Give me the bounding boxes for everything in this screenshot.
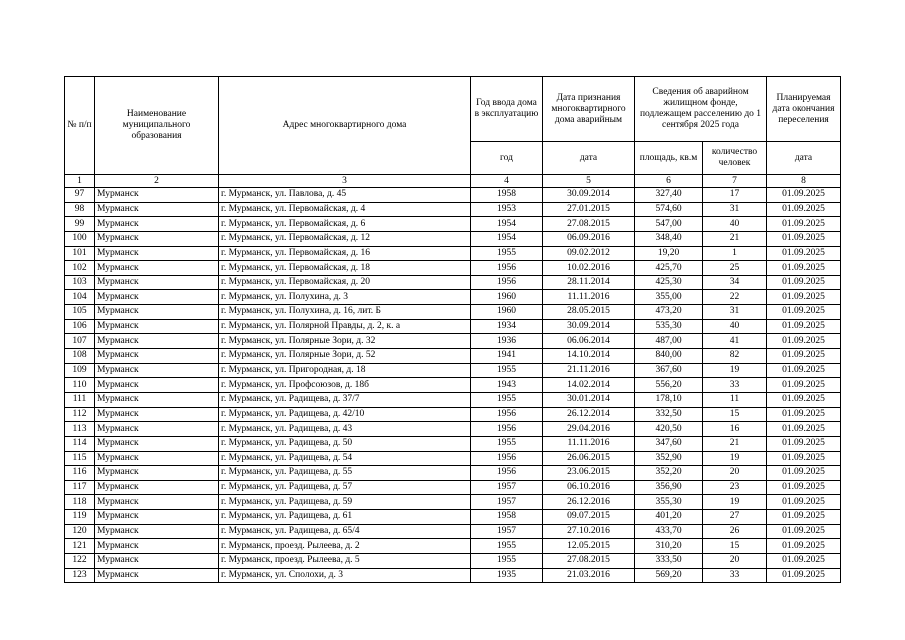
cell-address: г. Мурманск, ул. Профсоюзов, д. 18б <box>219 378 471 393</box>
cell-people: 31 <box>703 202 767 217</box>
cell-address: г. Мурманск, ул. Радищева, д. 50 <box>219 436 471 451</box>
cell-date: 14.10.2014 <box>543 349 635 364</box>
cell-municipality: Мурманск <box>95 246 219 261</box>
table-row <box>65 480 841 495</box>
cell-address: г. Мурманск, ул. Радищева, д. 55 <box>219 466 471 481</box>
cell-people: 82 <box>703 349 767 364</box>
cell-num: 118 <box>65 495 95 510</box>
cell-address: г. Мурманск, ул. Полухина, д. 3 <box>219 290 471 305</box>
cell-area: 355,00 <box>635 290 703 305</box>
cell-municipality: Мурманск <box>95 539 219 554</box>
cell-num: 110 <box>65 378 95 393</box>
header-date-emergency: Дата признания многоквартирного дома аварийным <box>543 77 635 142</box>
cell-address: г. Мурманск, ул. Первомайская, д. 20 <box>219 275 471 290</box>
cell-num: 98 <box>65 202 95 217</box>
cell-end-date: 01.09.2025 <box>767 422 841 437</box>
cell-area: 425,30 <box>635 275 703 290</box>
cell-people: 27 <box>703 510 767 525</box>
table-row <box>65 524 841 539</box>
cell-end-date: 01.09.2025 <box>767 319 841 334</box>
cell-area: 487,00 <box>635 334 703 349</box>
cell-date: 09.07.2015 <box>543 510 635 525</box>
cell-year: 1960 <box>471 305 543 320</box>
cell-address: г. Мурманск, ул. Радищева, д. 59 <box>219 495 471 510</box>
cell-end-date: 01.09.2025 <box>767 349 841 364</box>
subheader-end-date: дата <box>767 142 841 175</box>
header-municipality: Наименование муниципального образования <box>95 77 219 175</box>
cell-address: г. Мурманск, ул. Первомайская, д. 4 <box>219 202 471 217</box>
cell-area: 355,30 <box>635 495 703 510</box>
cell-address: г. Мурманск, ул. Первомайская, д. 16 <box>219 246 471 261</box>
cell-year: 1943 <box>471 378 543 393</box>
cell-end-date: 01.09.2025 <box>767 539 841 554</box>
cell-people: 21 <box>703 231 767 246</box>
cell-year: 1956 <box>471 451 543 466</box>
cell-municipality: Мурманск <box>95 407 219 422</box>
cell-year: 1934 <box>471 319 543 334</box>
table-row <box>65 188 841 203</box>
cell-num: 111 <box>65 392 95 407</box>
cell-year: 1957 <box>471 480 543 495</box>
cell-end-date: 01.09.2025 <box>767 188 841 203</box>
cell-end-date: 01.09.2025 <box>767 495 841 510</box>
cell-num: 104 <box>65 290 95 305</box>
cell-end-date: 01.09.2025 <box>767 305 841 320</box>
cell-num: 123 <box>65 568 95 583</box>
table-row <box>65 231 841 246</box>
cell-end-date: 01.09.2025 <box>767 392 841 407</box>
cell-municipality: Мурманск <box>95 305 219 320</box>
cell-area: 333,50 <box>635 554 703 569</box>
cell-date: 28.05.2015 <box>543 305 635 320</box>
cell-year: 1956 <box>471 275 543 290</box>
cell-year: 1936 <box>471 334 543 349</box>
cell-num: 108 <box>65 349 95 364</box>
table-row <box>65 392 841 407</box>
cell-people: 11 <box>703 392 767 407</box>
cell-people: 15 <box>703 539 767 554</box>
header-num: № п/п <box>65 77 95 175</box>
cell-date: 21.03.2016 <box>543 568 635 583</box>
cell-municipality: Мурманск <box>95 480 219 495</box>
cell-area: 574,60 <box>635 202 703 217</box>
cell-municipality: Мурманск <box>95 217 219 232</box>
cell-people: 33 <box>703 568 767 583</box>
cell-num: 112 <box>65 407 95 422</box>
table-row <box>65 275 841 290</box>
cell-municipality: Мурманск <box>95 334 219 349</box>
cell-address: г. Мурманск, ул. Первомайская, д. 6 <box>219 217 471 232</box>
cell-area: 19,20 <box>635 246 703 261</box>
housing-table <box>64 76 841 583</box>
subheader-people: количество человек <box>703 142 767 175</box>
cell-date: 27.08.2015 <box>543 217 635 232</box>
cell-date: 11.11.2016 <box>543 290 635 305</box>
column-number: 7 <box>703 175 767 188</box>
cell-date: 21.11.2016 <box>543 363 635 378</box>
table-row <box>65 407 841 422</box>
header-planned-end: Планируемая дата окончания переселения <box>767 77 841 142</box>
cell-date: 23.06.2015 <box>543 466 635 481</box>
cell-num: 107 <box>65 334 95 349</box>
cell-end-date: 01.09.2025 <box>767 334 841 349</box>
cell-area: 535,30 <box>635 319 703 334</box>
cell-address: г. Мурманск, ул. Радищева, д. 54 <box>219 451 471 466</box>
column-number: 3 <box>219 175 471 188</box>
header-address: Адрес многоквартирного дома <box>219 77 471 175</box>
cell-people: 23 <box>703 480 767 495</box>
cell-year: 1955 <box>471 246 543 261</box>
cell-area: 547,00 <box>635 217 703 232</box>
cell-year: 1953 <box>471 202 543 217</box>
cell-address: г. Мурманск, ул. Радищева, д. 37/7 <box>219 392 471 407</box>
cell-people: 17 <box>703 188 767 203</box>
table-row <box>65 495 841 510</box>
cell-address: г. Мурманск, проезд. Рылеева, д. 5 <box>219 554 471 569</box>
table-row <box>65 422 841 437</box>
cell-people: 19 <box>703 451 767 466</box>
cell-num: 105 <box>65 305 95 320</box>
cell-address: г. Мурманск, ул. Сполохи, д. 3 <box>219 568 471 583</box>
cell-date: 26.06.2015 <box>543 451 635 466</box>
cell-end-date: 01.09.2025 <box>767 436 841 451</box>
cell-num: 120 <box>65 524 95 539</box>
cell-municipality: Мурманск <box>95 202 219 217</box>
table-row <box>65 305 841 320</box>
column-numbers-row <box>65 175 841 188</box>
table-row <box>65 539 841 554</box>
cell-end-date: 01.09.2025 <box>767 510 841 525</box>
cell-year: 1958 <box>471 510 543 525</box>
cell-date: 06.10.2016 <box>543 480 635 495</box>
cell-year: 1955 <box>471 436 543 451</box>
cell-num: 102 <box>65 261 95 276</box>
cell-area: 332,50 <box>635 407 703 422</box>
cell-date: 06.06.2014 <box>543 334 635 349</box>
cell-end-date: 01.09.2025 <box>767 466 841 481</box>
cell-end-date: 01.09.2025 <box>767 202 841 217</box>
cell-year: 1955 <box>471 554 543 569</box>
cell-address: г. Мурманск, ул. Первомайская, д. 12 <box>219 231 471 246</box>
cell-year: 1957 <box>471 495 543 510</box>
cell-num: 122 <box>65 554 95 569</box>
cell-date: 10.02.2016 <box>543 261 635 276</box>
cell-municipality: Мурманск <box>95 290 219 305</box>
cell-address: г. Мурманск, ул. Радищева, д. 43 <box>219 422 471 437</box>
cell-date: 14.02.2014 <box>543 378 635 393</box>
cell-people: 22 <box>703 290 767 305</box>
cell-end-date: 01.09.2025 <box>767 246 841 261</box>
cell-address: г. Мурманск, ул. Полярные Зори, д. 52 <box>219 349 471 364</box>
cell-people: 20 <box>703 554 767 569</box>
cell-end-date: 01.09.2025 <box>767 231 841 246</box>
cell-address: г. Мурманск, ул. Павлова, д. 45 <box>219 188 471 203</box>
cell-end-date: 01.09.2025 <box>767 480 841 495</box>
cell-people: 40 <box>703 217 767 232</box>
cell-people: 19 <box>703 495 767 510</box>
cell-date: 11.11.2016 <box>543 436 635 451</box>
cell-people: 26 <box>703 524 767 539</box>
cell-year: 1958 <box>471 188 543 203</box>
cell-num: 101 <box>65 246 95 261</box>
cell-date: 26.12.2016 <box>543 495 635 510</box>
cell-num: 99 <box>65 217 95 232</box>
cell-num: 97 <box>65 188 95 203</box>
cell-date: 30.09.2014 <box>543 319 635 334</box>
cell-people: 16 <box>703 422 767 437</box>
cell-area: 473,20 <box>635 305 703 320</box>
cell-people: 20 <box>703 466 767 481</box>
cell-area: 401,20 <box>635 510 703 525</box>
cell-end-date: 01.09.2025 <box>767 275 841 290</box>
cell-date: 27.01.2015 <box>543 202 635 217</box>
cell-people: 21 <box>703 436 767 451</box>
column-number: 5 <box>543 175 635 188</box>
cell-municipality: Мурманск <box>95 319 219 334</box>
cell-area: 569,20 <box>635 568 703 583</box>
cell-address: г. Мурманск, ул. Первомайская, д. 18 <box>219 261 471 276</box>
cell-municipality: Мурманск <box>95 466 219 481</box>
cell-municipality: Мурманск <box>95 275 219 290</box>
cell-area: 433,70 <box>635 524 703 539</box>
cell-address: г. Мурманск, ул. Радищева, д. 57 <box>219 480 471 495</box>
subheader-area: площадь, кв.м <box>635 142 703 175</box>
cell-date: 26.12.2014 <box>543 407 635 422</box>
cell-municipality: Мурманск <box>95 363 219 378</box>
header-info: Сведения об аварийном жилищном фонде, подлежащем расселению до 1 сентября 2025 года <box>635 77 767 142</box>
cell-municipality: Мурманск <box>95 261 219 276</box>
cell-end-date: 01.09.2025 <box>767 217 841 232</box>
cell-municipality: Мурманск <box>95 451 219 466</box>
cell-address: г. Мурманск, ул. Радищева, д. 65/4 <box>219 524 471 539</box>
cell-num: 117 <box>65 480 95 495</box>
cell-date: 28.11.2014 <box>543 275 635 290</box>
cell-municipality: Мурманск <box>95 378 219 393</box>
subheader-year: год <box>471 142 543 175</box>
cell-people: 34 <box>703 275 767 290</box>
cell-address: г. Мурманск, ул. Полярные Зори, д. 32 <box>219 334 471 349</box>
cell-date: 27.08.2015 <box>543 554 635 569</box>
cell-end-date: 01.09.2025 <box>767 568 841 583</box>
cell-area: 178,10 <box>635 392 703 407</box>
cell-year: 1954 <box>471 217 543 232</box>
cell-municipality: Мурманск <box>95 495 219 510</box>
cell-end-date: 01.09.2025 <box>767 407 841 422</box>
cell-address: г. Мурманск, ул. Радищева, д. 61 <box>219 510 471 525</box>
cell-year: 1955 <box>471 539 543 554</box>
column-number: 4 <box>471 175 543 188</box>
cell-year: 1955 <box>471 392 543 407</box>
cell-area: 352,20 <box>635 466 703 481</box>
cell-date: 27.10.2016 <box>543 524 635 539</box>
table-row <box>65 334 841 349</box>
cell-date: 12.05.2015 <box>543 539 635 554</box>
table-body <box>65 188 841 583</box>
cell-area: 367,60 <box>635 363 703 378</box>
cell-num: 113 <box>65 422 95 437</box>
cell-municipality: Мурманск <box>95 231 219 246</box>
cell-end-date: 01.09.2025 <box>767 290 841 305</box>
table-row <box>65 510 841 525</box>
table-row <box>65 261 841 276</box>
cell-end-date: 01.09.2025 <box>767 451 841 466</box>
table-row <box>65 466 841 481</box>
cell-municipality: Мурманск <box>95 422 219 437</box>
table-row <box>65 202 841 217</box>
cell-date: 06.09.2016 <box>543 231 635 246</box>
cell-year: 1956 <box>471 422 543 437</box>
cell-end-date: 01.09.2025 <box>767 554 841 569</box>
table-row <box>65 319 841 334</box>
column-number: 1 <box>65 175 95 188</box>
cell-num: 121 <box>65 539 95 554</box>
cell-address: г. Мурманск, ул. Пригородная, д. 18 <box>219 363 471 378</box>
cell-num: 116 <box>65 466 95 481</box>
cell-people: 41 <box>703 334 767 349</box>
cell-num: 119 <box>65 510 95 525</box>
cell-people: 25 <box>703 261 767 276</box>
table-row <box>65 246 841 261</box>
cell-area: 347,60 <box>635 436 703 451</box>
cell-people: 31 <box>703 305 767 320</box>
cell-year: 1941 <box>471 349 543 364</box>
cell-area: 348,40 <box>635 231 703 246</box>
cell-people: 1 <box>703 246 767 261</box>
cell-end-date: 01.09.2025 <box>767 378 841 393</box>
cell-municipality: Мурманск <box>95 554 219 569</box>
table-row <box>65 363 841 378</box>
cell-year: 1955 <box>471 363 543 378</box>
cell-people: 15 <box>703 407 767 422</box>
cell-municipality: Мурманск <box>95 568 219 583</box>
cell-area: 310,20 <box>635 539 703 554</box>
cell-date: 30.09.2014 <box>543 188 635 203</box>
cell-municipality: Мурманск <box>95 349 219 364</box>
cell-num: 106 <box>65 319 95 334</box>
cell-address: г. Мурманск, проезд. Рылеева, д. 2 <box>219 539 471 554</box>
cell-area: 556,20 <box>635 378 703 393</box>
cell-year: 1956 <box>471 407 543 422</box>
cell-date: 29.04.2016 <box>543 422 635 437</box>
table-row <box>65 436 841 451</box>
cell-area: 840,00 <box>635 349 703 364</box>
cell-date: 09.02.2012 <box>543 246 635 261</box>
cell-end-date: 01.09.2025 <box>767 261 841 276</box>
cell-address: г. Мурманск, ул. Полярной Правды, д. 2, к. а <box>219 319 471 334</box>
cell-year: 1960 <box>471 290 543 305</box>
table-row <box>65 290 841 305</box>
cell-people: 33 <box>703 378 767 393</box>
cell-year: 1935 <box>471 568 543 583</box>
column-number: 2 <box>95 175 219 188</box>
cell-address: г. Мурманск, ул. Полухина, д. 16, лит. Б <box>219 305 471 320</box>
cell-year: 1956 <box>471 261 543 276</box>
cell-municipality: Мурманск <box>95 524 219 539</box>
column-number: 8 <box>767 175 841 188</box>
cell-municipality: Мурманск <box>95 436 219 451</box>
cell-area: 420,50 <box>635 422 703 437</box>
cell-end-date: 01.09.2025 <box>767 524 841 539</box>
cell-end-date: 01.09.2025 <box>767 363 841 378</box>
header-year-built: Год ввода дома в эксплуатацию <box>471 77 543 142</box>
table-row <box>65 568 841 583</box>
column-number: 6 <box>635 175 703 188</box>
table-header <box>65 77 841 188</box>
cell-municipality: Мурманск <box>95 510 219 525</box>
cell-num: 103 <box>65 275 95 290</box>
cell-address: г. Мурманск, ул. Радищева, д. 42/10 <box>219 407 471 422</box>
cell-area: 425,70 <box>635 261 703 276</box>
cell-people: 19 <box>703 363 767 378</box>
cell-municipality: Мурманск <box>95 188 219 203</box>
cell-num: 114 <box>65 436 95 451</box>
cell-num: 109 <box>65 363 95 378</box>
cell-year: 1956 <box>471 466 543 481</box>
table-row <box>65 217 841 232</box>
cell-people: 40 <box>703 319 767 334</box>
table-row <box>65 554 841 569</box>
cell-date: 30.01.2014 <box>543 392 635 407</box>
cell-year: 1957 <box>471 524 543 539</box>
cell-num: 115 <box>65 451 95 466</box>
table-row <box>65 378 841 393</box>
cell-municipality: Мурманск <box>95 392 219 407</box>
cell-num: 100 <box>65 231 95 246</box>
table-row <box>65 349 841 364</box>
table-row <box>65 451 841 466</box>
cell-area: 356,90 <box>635 480 703 495</box>
cell-area: 327,40 <box>635 188 703 203</box>
cell-area: 352,90 <box>635 451 703 466</box>
cell-year: 1954 <box>471 231 543 246</box>
subheader-date: дата <box>543 142 635 175</box>
